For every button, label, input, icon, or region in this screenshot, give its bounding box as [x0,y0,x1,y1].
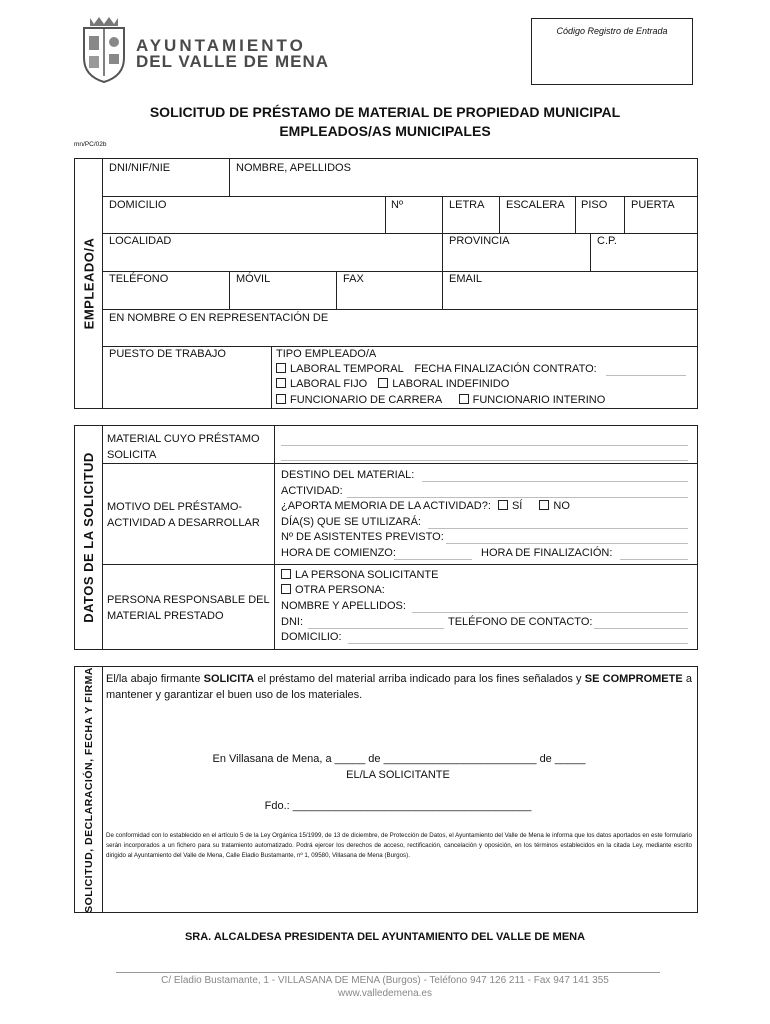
asistentes-field[interactable] [446,543,688,544]
letra-field-label: LETRA [449,199,485,211]
memoria-no-label: NO [553,500,570,512]
solicitante-label: EL/LA SOLICITANTE [346,769,450,781]
persona-solicitante-label: LA PERSONA SOLICITANTE [295,569,439,581]
destino-field[interactable] [422,481,688,482]
funcionario-interino-label: FUNCIONARIO INTERINO [472,394,606,406]
puerta-field-label: PUERTA [631,199,675,211]
numero-field-label: Nº [391,199,403,211]
laboral-indefinido-label: LABORAL INDEFINIDO [392,378,510,390]
footer-divider [116,972,660,973]
destino-label: DESTINO DEL MATERIAL: [281,469,415,481]
declaracion-text: El/la abajo firmante SOLICITA el préstamo del material arriba indicado para los fines señalados y SE COMPROMETE a mantener y garantizar el buen uso de los materiales. [106,673,693,701]
movil-field-label: MÓVIL [236,273,271,285]
motivo-label: MOTIVO DEL PRÉSTAMO- ACTIVIDAD A DESARROLLAR [107,501,260,529]
material-label: MATERIAL CUYO PRÉSTAMO SOLICITA [107,433,260,461]
responsable-dni-label: DNI: [281,616,303,628]
memoria-label: ¿APORTA MEMORIA DE LA ACTIVIDAD?: [281,500,491,512]
responsable-nombre-label: NOMBRE Y APELLIDOS: [281,600,406,612]
laboral-temporal-label: LABORAL TEMPORAL [290,363,404,375]
actividad-field[interactable] [347,497,688,498]
hora-fin-label: HORA DE FINALIZACIÓN: [481,547,613,559]
empleado-section-label: EMPLEADO/A [75,159,103,408]
cp-field-label: C.P. [597,235,617,247]
dias-label: DÍA(S) QUE SE UTILIZARÁ: [281,516,421,528]
form-title: SOLICITUD DE PRÉSTAMO DE MATERIAL DE PROPIEDAD MUNICIPAL [149,104,621,120]
funcionario-carrera-label: FUNCIONARIO DE CARRERA [290,394,442,406]
logo-text-ayuntamiento: AYUNTAMIENTO [136,36,306,55]
actividad-label: ACTIVIDAD: [281,485,343,497]
domicilio-field-label: DOMICILIO [109,199,167,211]
declaracion-section-label: SOLICITUD, DECLARACIÓN, FECHA Y FIRMA [75,667,103,912]
solicitud-section-label: DATOS DE LA SOLICITUD [75,426,103,649]
escalera-field-label: ESCALERA [506,199,565,211]
registro-entrada-label: Código Registro de Entrada [556,26,668,36]
memoria-si-checkbox[interactable] [498,500,508,510]
piso-field-label: PISO [581,199,608,211]
hora-comienzo-field[interactable] [394,559,472,560]
responsable-domicilio-label: DOMICILIO: [281,631,342,643]
proteccion-datos-text: De conformidad con lo establecido en el artículo 5 de la Ley Orgánica 15/1999, de 13 de diciembre, de Protección de Datos, el Ayuntamiento del Valle de Mena le informa que los datos aportados en este formulario serán incorporados a un fichero para su tratamiento automatizado. Podrá ejercer los derechos de acceso, rectificación, cancelación y oposición, en los términos establecidos en la citada Ley, mediante escrito dirigido al Ayuntamiento del Valle de Mena, Calle Eladio Bustamante, nº 1, 09580, Villasana de Mena (Burgos). [106,832,692,859]
fecha-fin-contrato-field[interactable] [606,375,686,376]
footer-address: C/ Eladio Bustamante, 1 - VILLASANA DE MENA (Burgos) - Teléfono 947 126 211 - Fax 947 141 355 [161,975,609,986]
form-subtitle: EMPLEADOS/AS MUNICIPALES [279,123,491,139]
tipo-empleado-label: TIPO EMPLEADO/A [276,348,377,360]
provincia-field-label: PROVINCIA [449,235,510,247]
laboral-fijo-label: LABORAL FIJO [290,378,368,390]
responsable-domicilio-field[interactable] [348,643,688,644]
footer-website: www.valledemena.es [338,988,432,999]
telefono-contacto-field[interactable] [594,628,688,629]
declaracion-section [74,666,698,913]
municipal-crest-logo [78,14,130,84]
responsable-label: PERSONA RESPONSABLE DEL MATERIAL PRESTADO [107,594,270,622]
email-field-label: EMAIL [449,273,483,285]
fax-field-label: FAX [343,273,364,285]
localidad-field-label: LOCALIDAD [109,235,172,247]
registro-entrada-box [531,18,693,85]
representacion-field-label: EN NOMBRE O EN REPRESENTACIÓN DE [109,312,329,324]
material-line-2[interactable] [281,460,688,461]
puesto-field-label: PUESTO DE TRABAJO [109,348,226,360]
logo-text-valle-de-mena: DEL VALLE DE MENA [136,52,329,71]
dias-field[interactable] [428,528,688,529]
otra-persona-checkbox[interactable] [281,584,291,594]
telefono-field-label: TELÉFONO [109,273,169,285]
hora-comienzo-label: HORA DE COMIENZO: [281,547,396,559]
funcionario-carrera-checkbox[interactable] [276,394,286,404]
destinatario: SRA. ALCALDESA PRESIDENTA DEL AYUNTAMIENTO DEL VALLE DE MENA [184,931,586,943]
nombre-field-label: NOMBRE, APELLIDOS [236,162,351,174]
asistentes-label: Nº DE ASISTENTES PREVISTO: [281,531,444,543]
persona-solicitante-checkbox[interactable] [281,569,291,579]
funcionario-interino-checkbox[interactable] [459,394,469,404]
laboral-temporal-checkbox[interactable] [276,363,286,373]
memoria-no-checkbox[interactable] [539,500,549,510]
otra-persona-label: OTRA PERSONA: [295,584,385,596]
firma-line[interactable]: Fdo.: _______________________________________ [264,800,532,812]
memoria-si-label: SÍ [511,500,523,512]
responsable-dni-field[interactable] [308,628,444,629]
laboral-indefinido-checkbox[interactable] [378,378,388,388]
responsable-nombre-field[interactable] [412,612,688,613]
dni-field-label: DNI/NIF/NIE [109,162,171,174]
fecha-fin-contrato-label: FECHA FINALIZACIÓN CONTRATO: [414,363,597,375]
laboral-fijo-checkbox[interactable] [276,378,286,388]
form-code: mn/PC/02b [74,141,107,148]
telefono-contacto-label: TELÉFONO DE CONTACTO: [448,616,593,628]
material-line-1[interactable] [281,445,688,446]
hora-fin-field[interactable] [620,559,688,560]
lugar-fecha-line[interactable]: En Villasana de Mena, a _____ de _________________________ de _____ [212,753,586,765]
